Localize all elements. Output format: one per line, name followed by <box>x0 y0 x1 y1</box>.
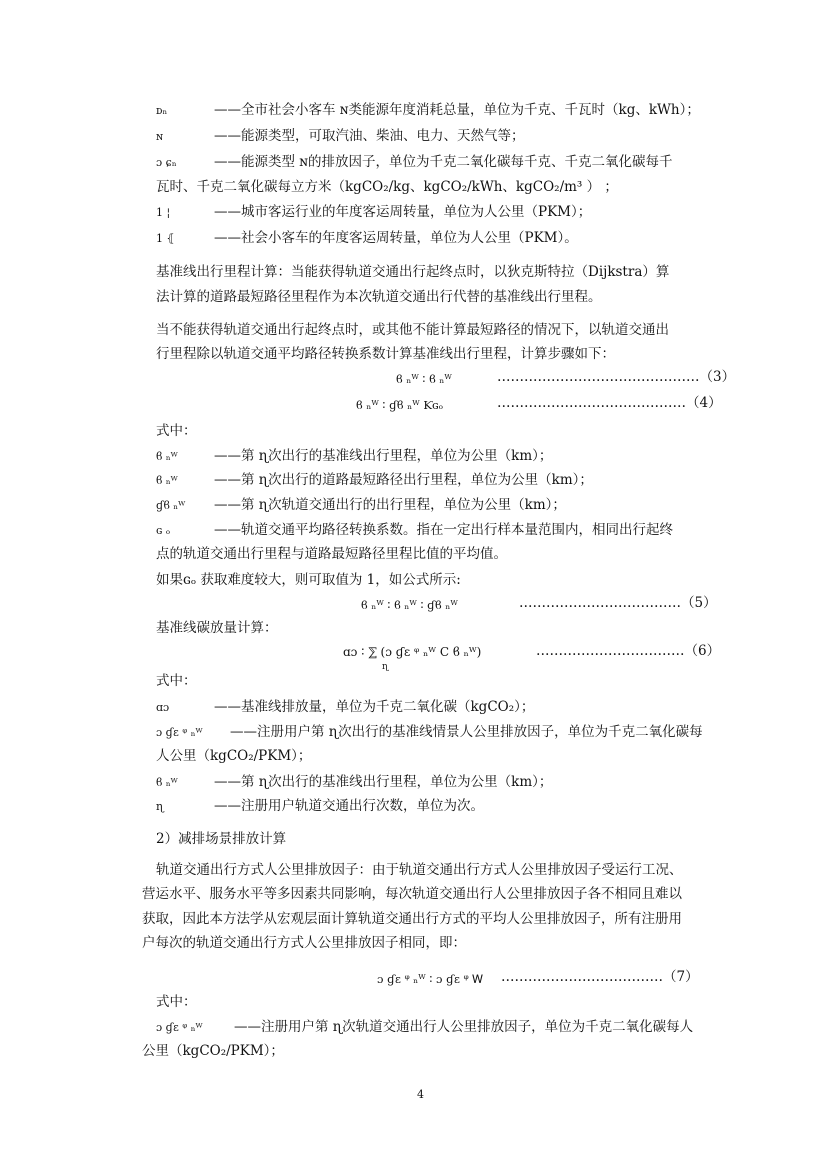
definition-text: 点的轨道交通出行里程与道路最短路径里程比值的平均值。 <box>156 546 507 562</box>
definition-text: ——能源类型，可取汽油、柴油、电力、天然气等； <box>214 128 525 144</box>
symbol: ᴅₙ <box>156 104 168 117</box>
definition-text: 公里（kgCO₂/PKM）； <box>142 1043 284 1059</box>
shizhong-label: 式中： <box>156 673 197 689</box>
section-heading: 2）减排场景排放计算 <box>156 831 287 847</box>
shizhong-label: 式中： <box>156 994 197 1010</box>
definition-text: 瓦时、千克二氧化碳每立方米（kgCO₂/kg、kgCO₂/kWh、kgCO₂/m³ ） ； <box>156 179 618 195</box>
definition-text: ——全市社会小客车 ɴ类能源年度消耗总量，单位为千克、千瓦时（kg、kWh）； <box>214 102 700 118</box>
paragraph-line: 获取，因此本方法学从宏观层面计算轨道交通出行方式的平均人公里排放因子，所有注册用 <box>142 911 682 927</box>
definition-text: ——注册用户第 ɳ次出行的基准线情景人公里排放因子，单位为千克二氧化碳每 <box>230 724 703 740</box>
symbol: ɳ <box>156 800 164 813</box>
definition-text: ——能源类型 ɴ的排放因子，单位为千克二氧化碳每千克、千克二氧化碳每千 <box>214 154 673 170</box>
symbol: ɢ ₒ <box>156 524 171 537</box>
paragraph-line: 轨道交通出行方式人公里排放因子：由于轨道交通出行方式人公里排放因子受运行工况、 <box>156 862 683 878</box>
equation-6-number: ……………………………（6） <box>536 643 721 659</box>
paragraph-line: 户每次的轨道交通出行方式人公里排放因子相同，即： <box>142 935 466 951</box>
paragraph-line: 营运水平、服务水平等多因素共同影响，每次轨道交通出行人公里排放因子各不相同且难以 <box>142 886 682 902</box>
equation-7-number: ………………………………（7） <box>501 969 699 985</box>
equation-3: ϐ ₙᵂ ∶ ϐ ₙᵂ <box>396 372 452 386</box>
equation-5-number: ………………………………（5） <box>519 595 717 611</box>
shizhong-label: 式中： <box>156 423 197 439</box>
symbol: ɴ <box>156 130 164 143</box>
paragraph-line: 当不能获得轨道交通出行起终点时，或其他不能计算最短路径的情况下，以轨道交通出 <box>156 322 669 338</box>
equation-3-number: ………………………………………（3） <box>497 369 736 385</box>
definition-text: ——城市客运行业的年度客运周转量，单位为人公里（PKM）； <box>214 204 592 220</box>
equation-6-sum-index: ɳ <box>382 662 389 672</box>
symbol: ɔ ɠɛ ᵠ ₙᵂ <box>156 1021 203 1034</box>
symbol: ɔ ɕₙ <box>156 156 177 169</box>
definition-text: ——第 ɳ次出行的基准线出行里程，单位为公里（km）； <box>214 448 553 464</box>
symbol: ϐ ₙᵂ <box>156 474 178 487</box>
paragraph-line: 行里程除以轨道交通平均路径转换系数计算基准线出行里程，计算步骤如下： <box>156 346 615 362</box>
paragraph-line: 基准线碳放量计算： <box>156 620 278 636</box>
definition-text: ——注册用户第 ɳ次轨道交通出行人公里排放因子，单位为千克二氧化碳每人 <box>234 1019 694 1035</box>
definition-text: ——社会小客车的年度客运周转量，单位为人公里（PKM）。 <box>214 230 578 246</box>
definition-text: ——第 ɳ次轨道交通出行的出行里程，单位为公里（km）； <box>214 497 566 513</box>
symbol: 1 ¦ <box>156 206 171 219</box>
equation-4: ϐ ₙᵂ ∶ ɠϐ ₙᵂ Ƙɢₒ <box>356 398 444 412</box>
definition-text: ——第 ɳ次出行的基准线出行里程，单位为公里（km）； <box>214 774 553 790</box>
definition-text: ——第 ɳ次出行的道路最短路径出行里程，单位为公里（km）； <box>214 472 593 488</box>
paragraph-line: 如果ɢₒ 获取难度较大，则可取值为 1，如公式所示: <box>156 572 461 588</box>
paragraph-line: 法计算的道路最短路径里程作为本次轨道交通出行代替的基准线出行里程。 <box>156 289 602 305</box>
symbol: ɑɔ <box>156 701 170 714</box>
symbol: ɔ ɠɛ ᵠ ₙᵂ <box>156 726 203 739</box>
equation-6: ɑɔ ∶ ⅀ (ɔ ɠɛ ᵠ ₙᵂ Ϲ ϐ ₙᵂ) <box>343 645 482 659</box>
page-number: 4 <box>417 1088 424 1101</box>
definition-text: ——基准线排放量，单位为千克二氧化碳（kgCO₂）； <box>214 699 535 715</box>
symbol: ϐ ₙᵂ <box>156 776 178 789</box>
symbol: ɠϐ ₙᵂ <box>156 499 186 512</box>
equation-7: ɔ ɠɛ ᵠ ₙᵂ ∶ ɔ ɠɛ ᵠ Ꮃ <box>377 972 484 986</box>
paragraph-line: 基准线出行里程计算：当能获得轨道交通出行起终点时，以狄克斯特拉（Dijkstra）算 <box>156 264 670 280</box>
equation-4-number: ……………………………………（4） <box>497 395 722 411</box>
symbol: ϐ ₙᵂ <box>156 450 178 463</box>
definition-text: 人公里（kgCO₂/PKM）； <box>156 748 312 764</box>
symbol: 1 ⦃ <box>156 232 175 245</box>
definition-text: ——注册用户轨道交通出行次数，单位为次。 <box>214 798 484 814</box>
equation-5: ϐ ₙᵂ ∶ ϐ ₙᵂ ∶ ɠϐ ₙᵂ <box>361 598 458 612</box>
definition-text: ——轨道交通平均路径转换系数。指在一定出行样本量范围内，相同出行起终 <box>214 522 673 538</box>
